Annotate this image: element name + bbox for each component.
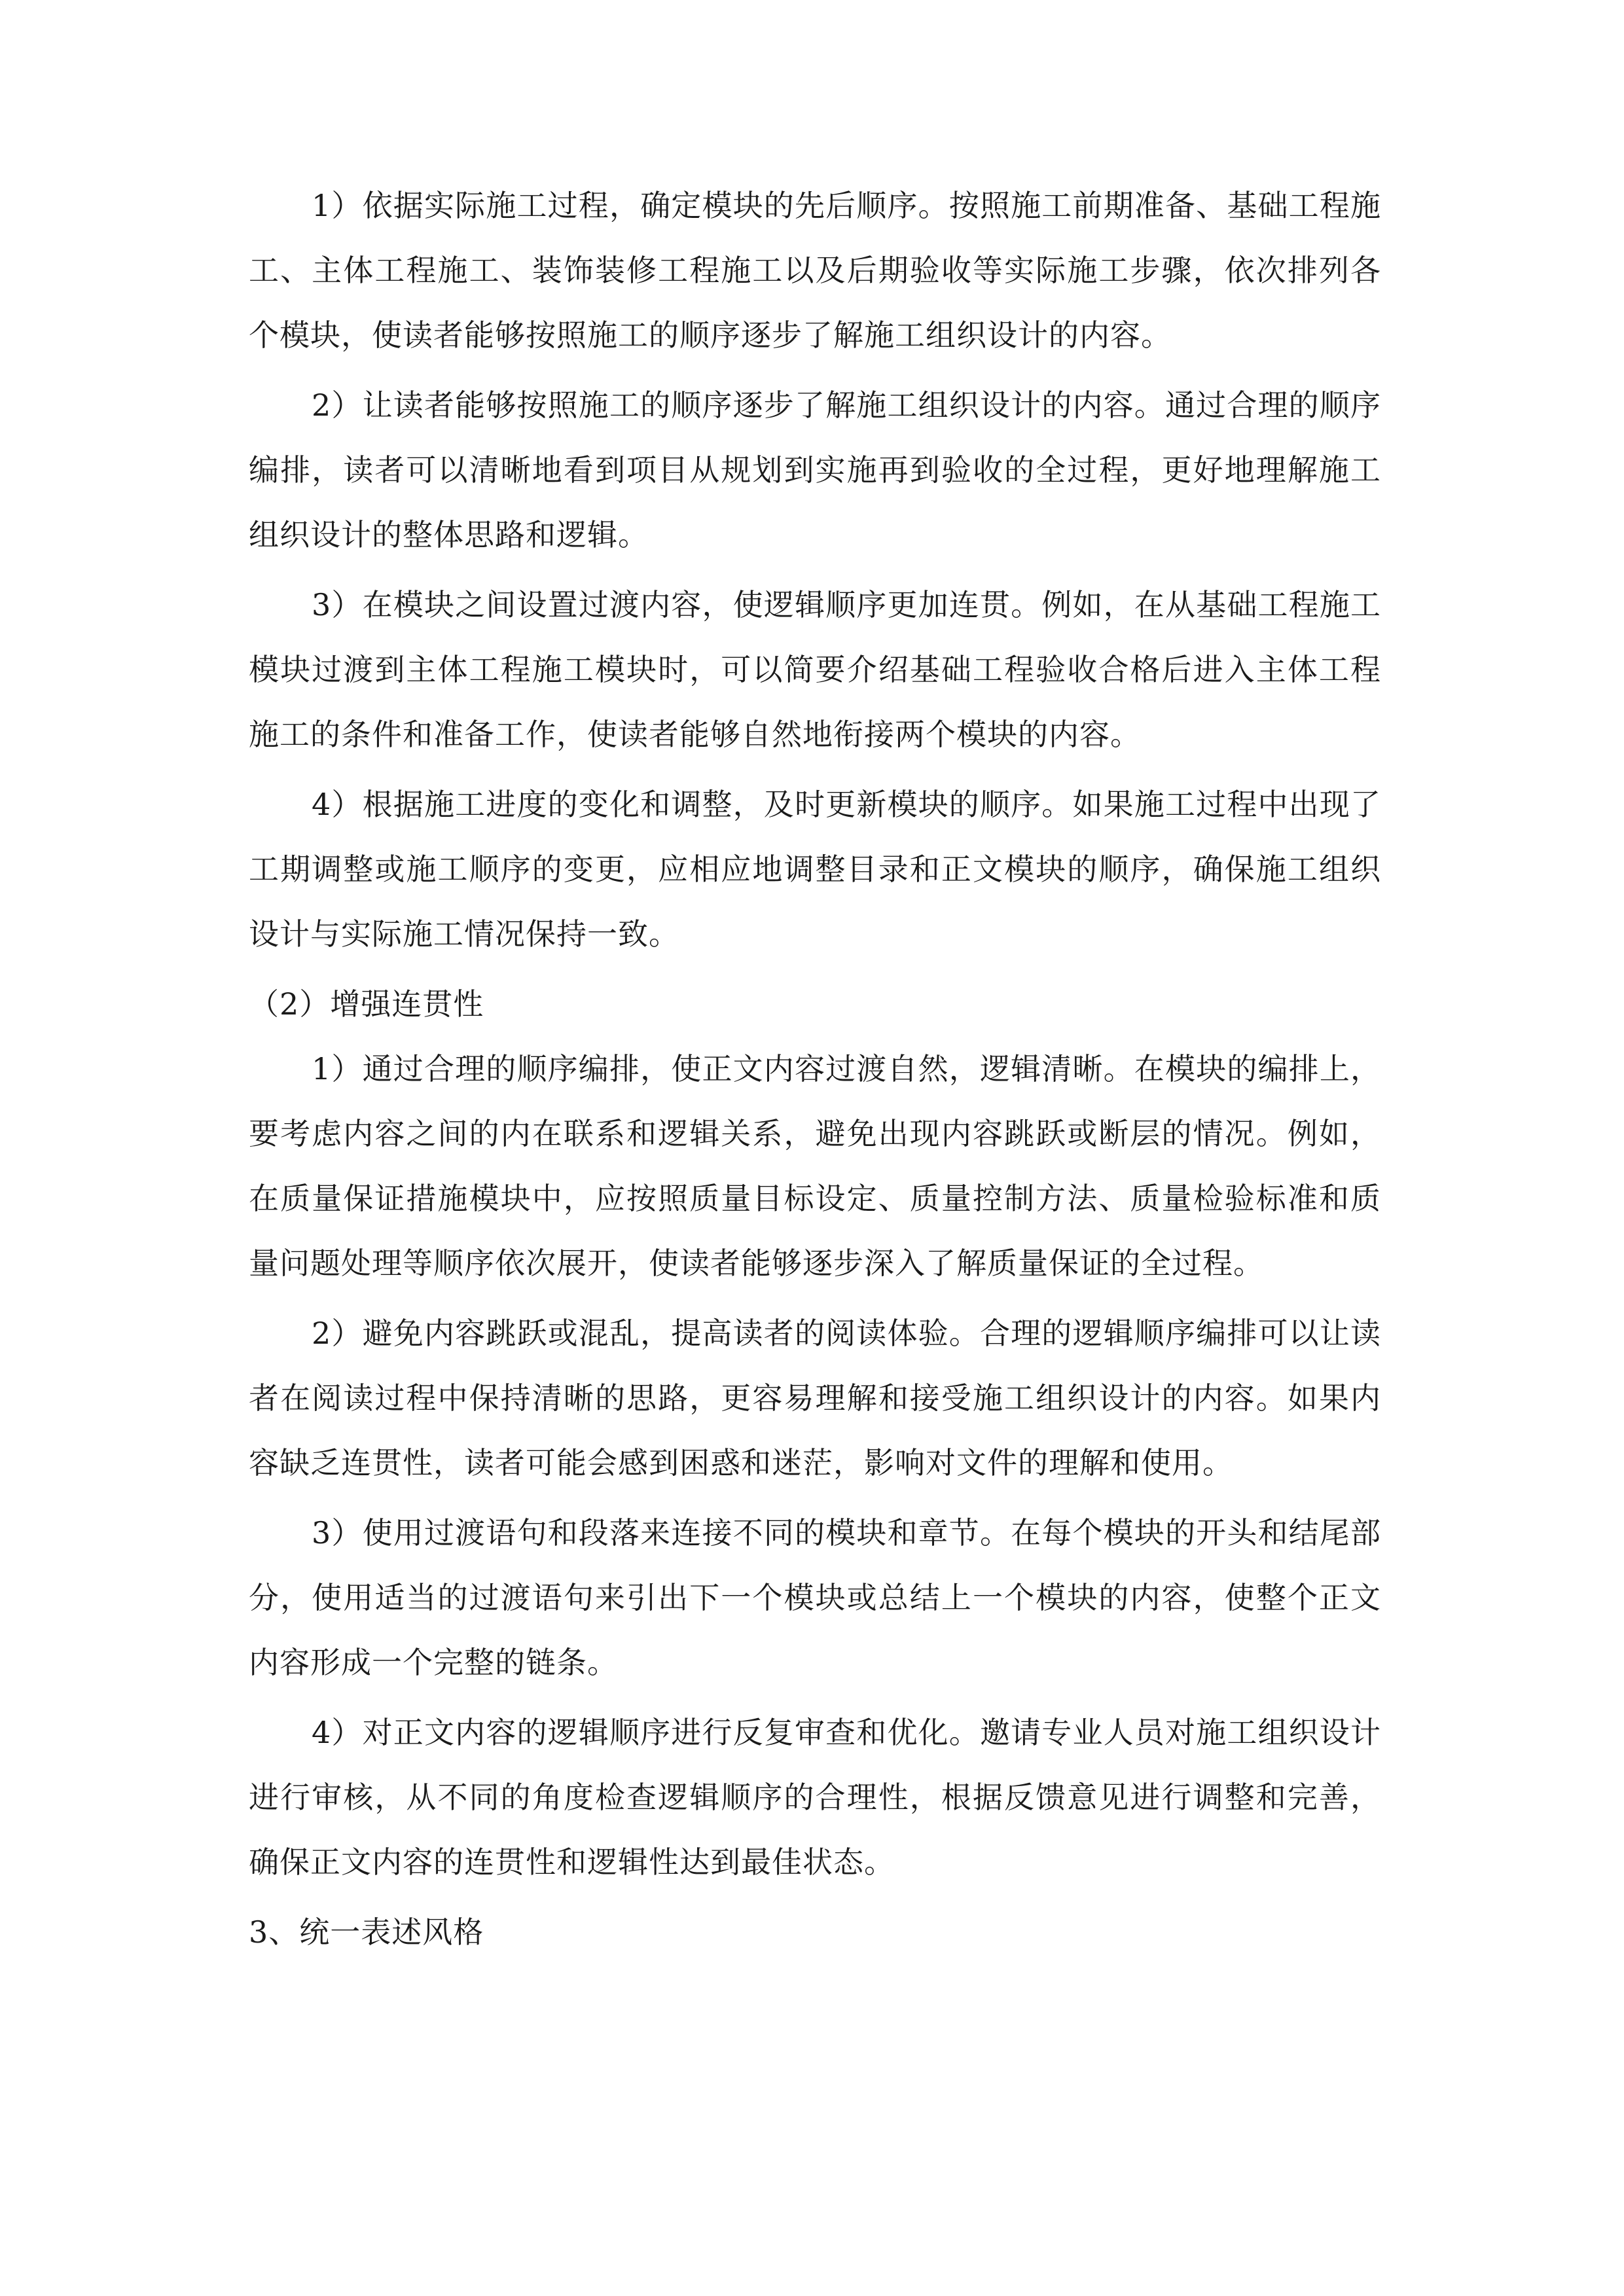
paragraph-2-3: 3）使用过渡语句和段落来连接不同的模块和章节。在每个模块的开头和结尾部分，使用适当的过渡语句来引出下一个模块或总结上一个模块的内容，使整个正文内容形成一个完整的链条。 bbox=[249, 1515, 1381, 1680]
paragraph-1-3: 3）在模块之间设置过渡内容，使逻辑顺序更加连贯。例如，在从基础工程施工模块过渡到主体工程施工模块时，可以简要介绍基础工程验收合格后进入主体工程施工的条件和准备工作，使读者能够自然地衔接两个模块的内容。 bbox=[249, 587, 1381, 752]
paragraph-1-4: 4）根据施工进度的变化和调整，及时更新模块的顺序。如果施工过程中出现了工期调整或施工顺序的变更，应相应地调整目录和正文模块的顺序，确保施工组织设计与实际施工情况保持一致。 bbox=[249, 787, 1381, 952]
paragraph-2-2: 2）避免内容跳跃或混乱，提高读者的阅读体验。合理的逻辑顺序编排可以让读者在阅读过程中保持清晰的思路，更容易理解和接受施工组织设计的内容。如果内容缺乏连贯性，读者可能会感到困惑和迷茫，影响对文件的理解和使用。 bbox=[249, 1316, 1381, 1480]
document-body bbox=[249, 173, 1381, 1965]
paragraph-1-2: 2）让读者能够按照施工的顺序逐步了解施工组织设计的内容。通过合理的顺序编排，读者可以清晰地看到项目从规划到实施再到验收的全过程，更好地理解施工组织设计的整体思路和逻辑。 bbox=[249, 387, 1381, 552]
section-heading: 3、统一表述风格 bbox=[249, 1914, 484, 1950]
paragraph-2-1: 1）通过合理的顺序编排，使正文内容过渡自然，逻辑清晰。在模块的编排上，要考虑内容之间的内在联系和逻辑关系，避免出现内容跳跃或断层的情况。例如，在质量保证措施模块中，应按照质量目标设定、质量控制方法、质量检验标准和质量问题处理等顺序依次展开，使读者能够逐步深入了解质量保证的全过程。 bbox=[249, 1051, 1381, 1281]
subheading-coherence: （2）增强连贯性 bbox=[249, 986, 484, 1022]
paragraph-2-4: 4）对正文内容的逻辑顺序进行反复审查和优化。邀请专业人员对施工组织设计进行审核，从不同的角度检查逻辑顺序的合理性，根据反馈意见进行调整和完善，确保正文内容的连贯性和逻辑性达到最佳状态。 bbox=[249, 1715, 1381, 1880]
paragraph-1-1: 1）依据实际施工过程，确定模块的先后顺序。按照施工前期准备、基础工程施工、主体工程施工、装饰装修工程施工以及后期验收等实际施工步骤，依次排列各个模块，使读者能够按照施工的顺序逐步了解施工组织设计的内容。 bbox=[249, 188, 1381, 353]
